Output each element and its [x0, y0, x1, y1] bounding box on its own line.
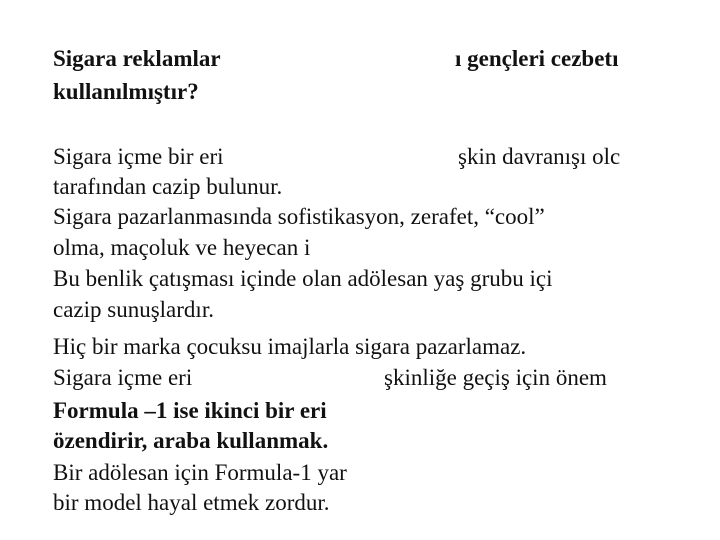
body-line-2: tarafından cazip bulunur. [53, 174, 283, 199]
body-line-3: Sigara pazarlanmasında sofistikasyon, zerafet, “cool” [53, 204, 545, 229]
title-line-1-left: Sigara reklamlar [53, 46, 221, 71]
body-line-1-left: Sigara içme bir eri [53, 144, 224, 169]
body-line-6: cazip sunuşlardır. [53, 297, 214, 322]
body-line-8-right: şkinliğe geçiş için önem [384, 365, 607, 390]
body-line-4: olma, maçoluk ve heyecan i [53, 235, 311, 260]
title-line-2: kullanılmıştır? [53, 79, 199, 104]
body-line-9: Formula –1 ise ikinci bir eri [53, 398, 327, 423]
title-line-1-right: ı gençleri cezbetı [455, 46, 619, 71]
body-line-5: Bu benlik çatışması içinde olan adölesan yaş grubu içi [53, 266, 553, 291]
body-line-7: Hiç bir marka çocuksu imajlarla sigara pazarlamaz. [53, 334, 527, 359]
body-line-1-right: şkin davranışı olc [458, 144, 621, 169]
body-line-8-left: Sigara içme eri [53, 365, 193, 390]
body-line-11: Bir adölesan için Formula-1 yar [53, 460, 347, 485]
body-line-10: özendirir, araba kullanmak. [53, 428, 329, 453]
body-line-12: bir model hayal etmek zordur. [53, 490, 330, 515]
